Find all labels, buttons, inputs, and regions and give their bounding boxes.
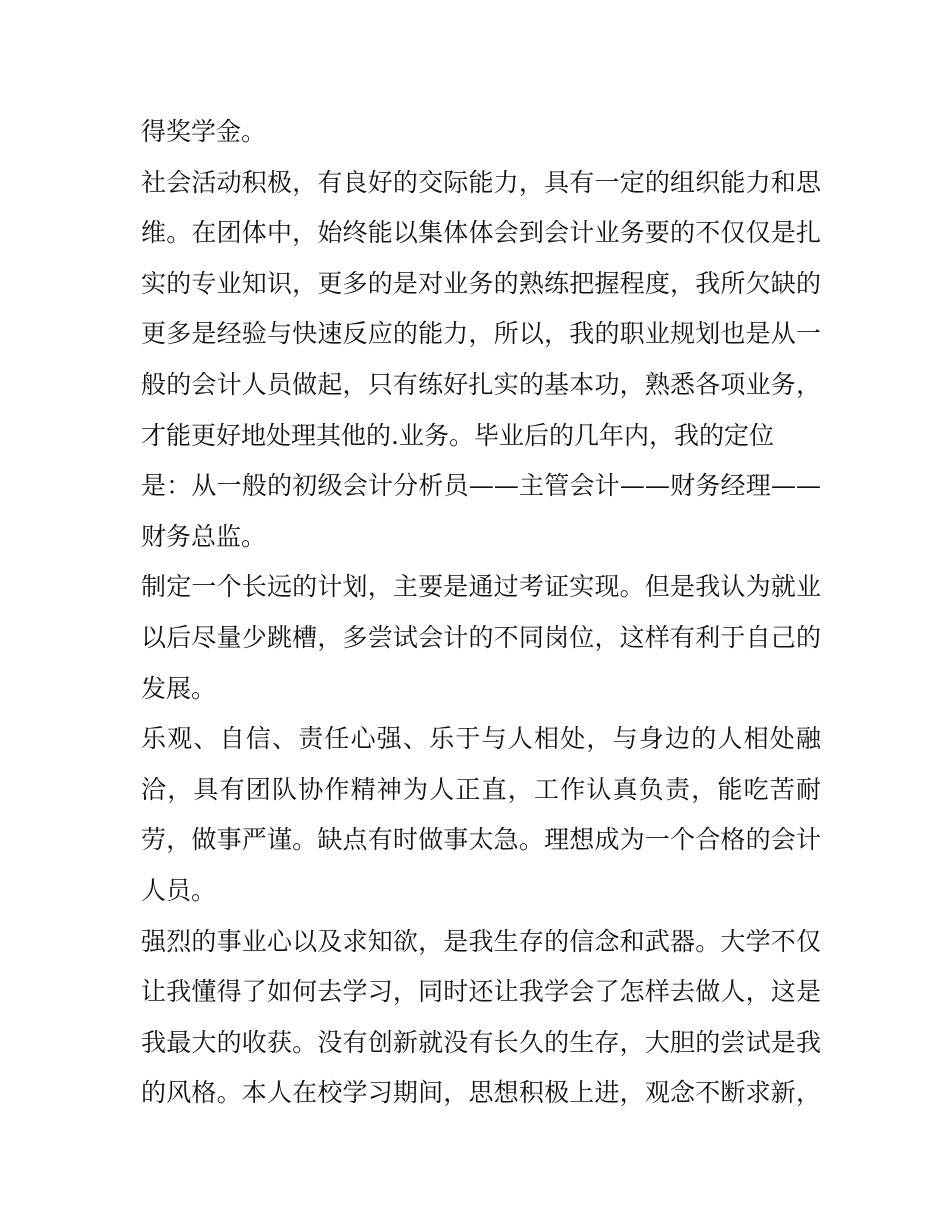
text-line: 发展。 [141,673,217,703]
text-line: 洽，具有团队协作精神为人正直，工作认真负责，能吃苦耐 [141,774,821,804]
text-line: 般的会计人员做起，只有练好扎实的基本功，熟悉各项业务， [141,369,821,399]
text-line: 以后尽量少跳槽，多尝试会计的不同岗位，这样有利于自己的 [141,622,821,652]
text-line: 维。在团体中，始终能以集体体会到会计业务要的不仅仅是扎 [141,218,821,248]
text-line: 社会活动积极，有良好的交际能力，具有一定的组织能力和思 [141,167,821,197]
text-line: 制定一个长远的计划，主要是通过考证实现。但是我认为就业 [141,572,821,602]
text-line: 得奖学金。 [141,117,267,146]
text-line: 人员。 [141,875,217,905]
text-line: 财务总监。 [141,521,267,551]
document-body [141,107,821,1119]
text-line: 让我懂得了如何去学习，同时还让我学会了怎样去做人，这是 [141,977,821,1007]
text-line: 才能更好地处理其他的.业务。毕业后的几年内，我的定位 [141,420,774,450]
text-line: 强烈的事业心以及求知欲，是我生存的信念和武器。大学不仅 [141,926,821,956]
text-line: 实的专业知识，更多的是对业务的熟练把握程度，我所欠缺的 [141,268,821,298]
text-line: 我最大的收获。没有创新就没有长久的生存，大胆的尝试是我 [141,1027,821,1057]
text-line: 劳，做事严谨。缺点有时做事太急。理想成为一个合格的会计 [141,825,821,855]
text-line: 乐观、自信、责任心强、乐于与人相处，与身边的人相处融 [141,724,821,754]
text-line: 的风格。本人在校学习期间，思想积极上进，观念不断求新， [141,1078,821,1108]
text-line: 是：从一般的初级会计分析员——主管会计——财务经理—— [141,471,821,501]
text-line: 更多是经验与快速反应的能力，所以，我的职业规划也是从一 [141,319,821,349]
